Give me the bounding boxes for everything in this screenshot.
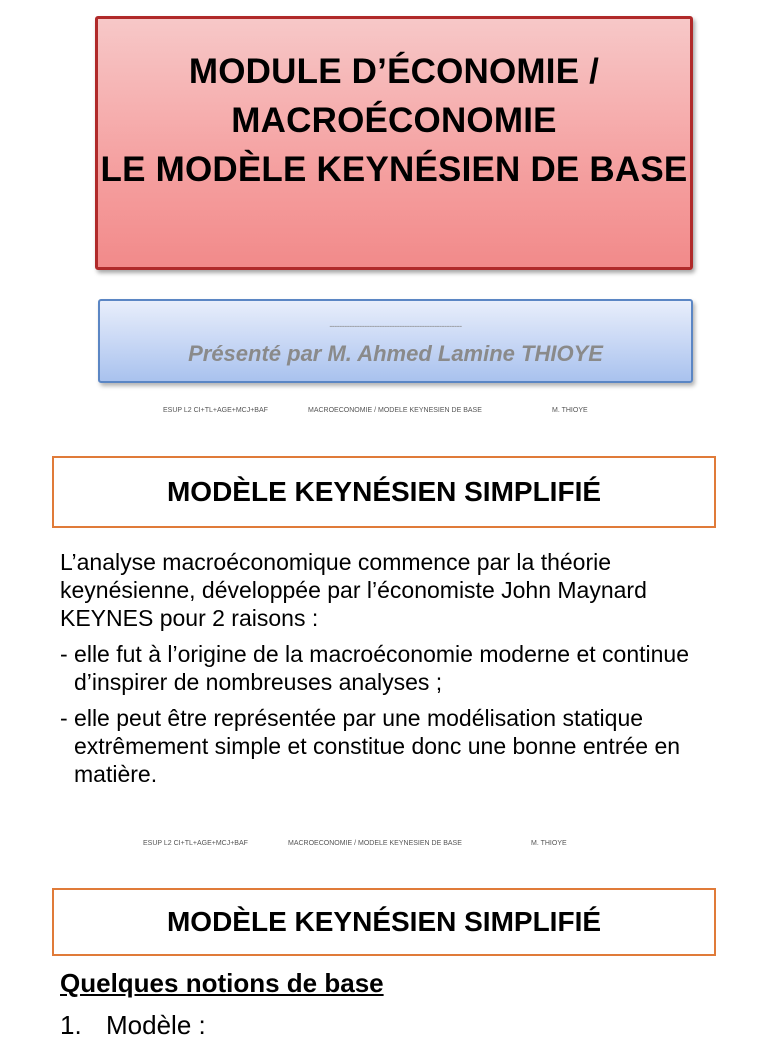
footer-center: MACROECONOMIE / MODELE KEYNESIEN DE BASE [288,840,462,847]
footer-right: M. THIOYE [531,840,567,847]
presenter-box [98,299,693,383]
numbered-item [60,1008,206,1042]
footer-left: ESUP L2 CI+TL+AGE+MCJ+BAF [143,840,248,847]
title-line-1: MODULE D’ÉCONOMIE / [188,52,600,91]
footer-right: M. THIOYE [552,407,588,414]
title-line-2: MACROÉCONOMIE [231,101,557,140]
dashed-separator: ----------------------------------------------------- [329,321,462,331]
footer-left: ESUP L2 CI+TL+AGE+MCJ+BAF [163,407,268,414]
bullet-item: - elle peut être représentée par une modélisation statique extrêmement simple et constitue donc une bonne entrée en matière. [60,705,681,787]
subheading: Quelques notions de base [60,968,384,998]
item-number: 1. [60,1010,82,1040]
presenter-name: Présenté par M. Ahmed Lamine THIOYE [188,341,603,366]
item-text: Modèle : [106,1010,206,1040]
title-box [95,16,693,270]
body-text [60,548,710,788]
title-line-3: LE MODÈLE KEYNÉSIEN DE BASE [100,150,688,189]
intro-paragraph: L’analyse macroéconomique commence par la théorie keynésienne, développée par l’économiste John Maynard KEYNES pour 2 raisons : [60,549,647,631]
section-heading: MODÈLE KEYNÉSIEN SIMPLIFIÉ [52,888,716,956]
bullet-item: - elle fut à l’origine de la macroéconomie moderne et continue d’inspirer de nombreuses analyses ; [60,641,690,695]
section-heading: MODÈLE KEYNÉSIEN SIMPLIFIÉ [52,456,716,528]
footer-center: MACROECONOMIE / MODELE KEYNESIEN DE BASE [308,407,482,414]
